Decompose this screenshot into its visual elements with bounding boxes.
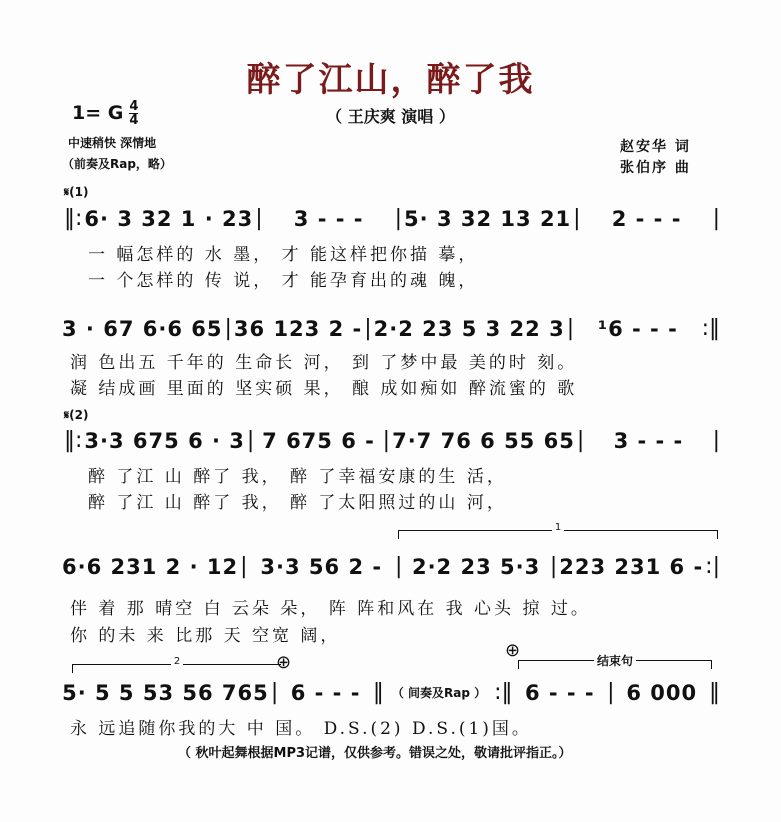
notation-row-5: 5· 5 5 53 56 765 | 6 - - - ‖ （ 间奏及Rap ） :‖ 6 - - - | 6 000 ‖	[62, 680, 720, 705]
ending-bracket	[518, 654, 712, 669]
measure: 36 123 2 -	[233, 316, 363, 341]
coda-icon: ⊕	[505, 640, 521, 661]
measure: 7 675 6 -	[262, 428, 375, 453]
repeat-start: ‖:	[64, 428, 83, 453]
lyrics-line: 一 个怎样的 传 说， 才 能孕育出的魂 魄，	[88, 271, 479, 291]
segno-2: 𝄋(2)	[64, 408, 89, 422]
notation-row-2: 3 · 67 6·6 65 | 36 123 2 - | 2·2 23 5 3 22 3 | ¹6 - - - :‖	[62, 316, 720, 341]
measure: 223 231 6 -	[559, 554, 704, 579]
measure: 2 - - -	[611, 206, 682, 231]
lyricist: 赵安华 词	[620, 139, 691, 155]
lyrics-line: 永 远追随你我的大 中 国。 D.S.(2) D.S.(1)国。	[70, 719, 532, 739]
measure: 6 - - -	[290, 680, 361, 705]
lyrics-line: 润 色出五 千年的 生命长 河， 到 了梦中最 美的时 刻。	[70, 353, 578, 373]
measure: 3 - - -	[613, 428, 684, 453]
segno-1: 𝄋(1)	[64, 185, 89, 199]
measure: 2·2 23 5·3	[411, 554, 541, 579]
repeat-start: ‖:	[64, 206, 83, 231]
time-signature	[129, 100, 138, 127]
time-top: 4	[129, 99, 139, 114]
tempo: 中速稍快 深情地	[68, 136, 157, 150]
measure: 3 - - -	[293, 206, 364, 231]
volta-number: 1	[552, 522, 564, 533]
interlude-note: （ 间奏及Rap ）	[391, 686, 487, 700]
coda-icon: ⊕	[276, 652, 292, 673]
lyrics-line: 醉 了江 山 醉了 我， 醉 了幸福安康的生 活，	[88, 467, 507, 487]
volta-2	[72, 656, 281, 673]
footer-note: （ 秋叶起舞根据MP3记谱，仅供参考。错误之处，敬请批评指正。）	[178, 746, 572, 761]
measure: 6 - - -	[524, 680, 595, 705]
lyrics-line: 一 幅怎样的 水 墨， 才 能这样把你描 摹，	[88, 245, 479, 265]
repeat-end: :|	[705, 554, 720, 579]
repeat-end: :‖	[701, 316, 720, 341]
measure: 6·6 231 2 · 12	[62, 554, 239, 579]
ending-label: 结束句	[594, 654, 636, 668]
measure: 2·2 23 5 3 22 3	[373, 316, 565, 341]
key: 1= G	[72, 102, 124, 124]
composer: 张伯序 曲	[620, 160, 691, 176]
song-title: 醉了江山，醉了我	[246, 60, 535, 100]
notation-row-3: ‖: 3·3 675 6 · 3 | 7 675 6 - | 7·7 76 6 55 65 | 3 - - - |	[64, 428, 721, 453]
lyrics-line: 醉 了江 山 醉了 我， 醉 了太阳照过的山 河，	[88, 493, 507, 513]
double-barline: ‖	[372, 680, 384, 705]
lyrics-line: 你 的未 来 比那 天 空宽 阔，	[70, 626, 341, 646]
measure: 3 · 67 6·6 65	[62, 316, 223, 341]
lyrics-line: 伴 着 那 晴空 白 云朵 朵， 阵 阵和风在 我 心头 掠 过。	[70, 599, 591, 619]
measure: 6· 3 32 1 · 23	[84, 206, 254, 231]
intro-note: （前奏及Rap，略）	[62, 157, 172, 171]
singer: （ 王庆爽 演唱 ）	[326, 107, 455, 126]
time-bottom: 4	[129, 113, 139, 128]
notation-row-1: ‖: 6· 3 32 1 · 23 | 3 - - - | 5· 3 32 13 21 | 2 - - - |	[64, 206, 720, 231]
measure: 5· 5 5 53 56 765	[62, 680, 269, 705]
measure: 5· 3 32 13 21	[404, 206, 572, 231]
volta-1	[398, 522, 718, 539]
measure: 3·3 675 6 · 3	[84, 428, 245, 453]
measure: 6 000	[626, 680, 698, 705]
barline: |	[712, 206, 720, 231]
lyrics-line: 凝 结成画 里面的 坚实硕 果， 酿 成如痴如 醉流蜜的 歌	[70, 379, 578, 399]
key-signature	[72, 100, 138, 127]
volta-number: 2	[171, 656, 183, 667]
barline: |	[712, 428, 721, 453]
measure: 3·3 56 2 -	[260, 554, 383, 579]
measure: 7·7 76 6 55 65	[392, 428, 575, 453]
measure: ¹6 - - -	[597, 316, 678, 341]
notation-row-4: 6·6 231 2 · 12 | 3·3 56 2 - | 2·2 23 5·3 | 223 231 6 - :|	[62, 554, 720, 579]
